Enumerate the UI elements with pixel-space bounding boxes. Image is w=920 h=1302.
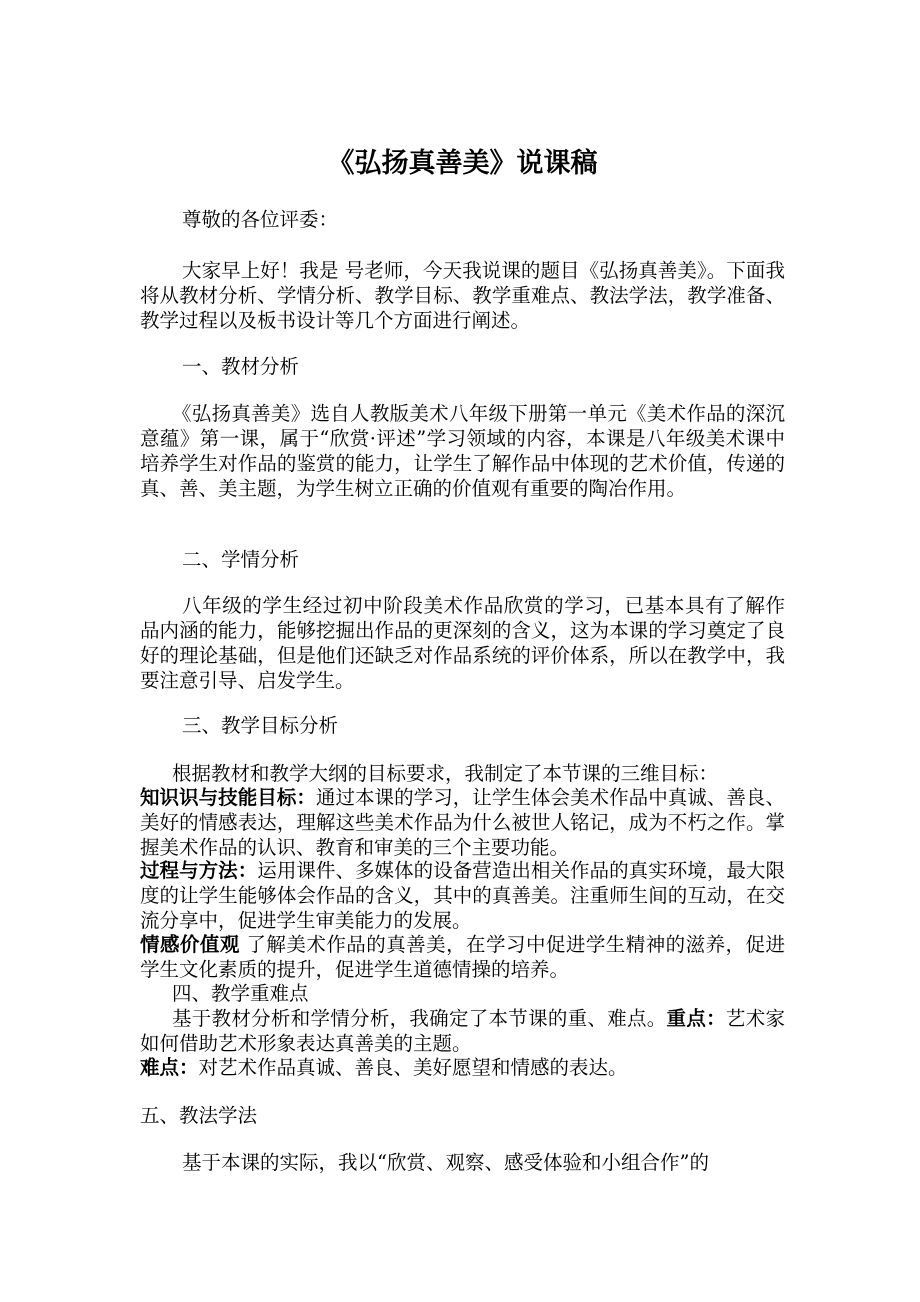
section-1-heading: 一、教材分析 — [182, 355, 300, 378]
intro-paragraph: 大家早上好！我是 号老师，今天我说课的题目《弘扬真善美》。下面我将从教材分析、学情分析、教学目标、教学重难点、教法学法，教学准备、教学过程以及板书设计等几个方面进行阐述。 — [140, 259, 785, 332]
key-point-label: 重点： — [666, 1007, 726, 1030]
goal-emotion — [140, 932, 785, 982]
section-4-body — [140, 1006, 785, 1056]
section-5-body: 基于本课的实际，我以“欣赏、观察、感受体验和小组合作”的 — [182, 1151, 709, 1174]
section-5-heading: 五、教法学法 — [140, 1104, 258, 1127]
goal-process — [140, 858, 785, 933]
section-3-heading: 三、教学目标分析 — [182, 714, 339, 737]
goal-knowledge-text: 通过本课的学习，让学生体会美术作品中真诚、善良、美好的情感表达，理解这些美术作品为什么被世人铭记，成为不朽之作。掌握美术作品的认识、教育和审美的三个主要功能。 — [140, 786, 785, 859]
document-title: 《弘扬真善美》说课稿 — [327, 148, 598, 179]
key-point-text: 艺术家如何借助艺术形象表达真善美的主题。 — [140, 1007, 785, 1055]
goal-emotion-label: 情感价值观 — [140, 933, 240, 956]
goal-process-text: 运用课件、多媒体的设备营造出相关作品的真实环境，最大限度的让学生能够体会作品的含义，其中的真善美。注重师生间的互动，在交流分享中，促进学生审美能力的发展。 — [140, 859, 785, 932]
section-2-body: 八年级的学生经过初中阶段美术作品欣赏的学习，已基本具有了解作品内涵的能力，能够挖掘出作品的更深刻的含义，这为本课的学习奠定了良好的理论基础，但是他们还缺乏对作品系统的评价体系，所以在教学中，我要注意引导、启发学生。 — [140, 594, 785, 692]
difficult-point-text: 对艺术作品真诚、善良、美好愿望和情感的表达。 — [198, 1056, 628, 1079]
goal-emotion-text: 了解美术作品的真善美，在学习中促进学生精神的滋养，促进学生文化素质的提升，促进学生道德情操的培养。 — [140, 933, 785, 981]
section-1-body: 《弘扬真善美》选自人教版美术八年级下册第一单元《美术作品的深沉意蕴》第一课，属于“欣赏·评述”学习领域的内容，本课是八年级美术课中培养学生对作品的鉴赏的能力，让学生了解作品中体现的艺术价值，传递的真、善、美主题，为学生树立正确的价值观有重要的陶冶作用。 — [140, 402, 785, 500]
difficult-point-label: 难点： — [140, 1056, 199, 1079]
greeting: 尊敬的各位评委： — [182, 208, 339, 231]
goal-knowledge-label: 知识识与技能目标： — [140, 786, 316, 809]
section-4-text: 基于教材分析和学情分析，我确定了本节课的重、难点。 — [172, 1007, 667, 1030]
section-2-heading: 二、学情分析 — [182, 548, 300, 571]
section-3-intro: 根据教材和教学大纲的目标要求，我制定了本节课的三维目标： — [172, 762, 719, 785]
difficult-point — [140, 1055, 785, 1080]
goal-knowledge — [140, 785, 785, 860]
goal-process-label: 过程与方法： — [140, 859, 258, 882]
section-4-heading: 四、教学重难点 — [172, 982, 309, 1005]
